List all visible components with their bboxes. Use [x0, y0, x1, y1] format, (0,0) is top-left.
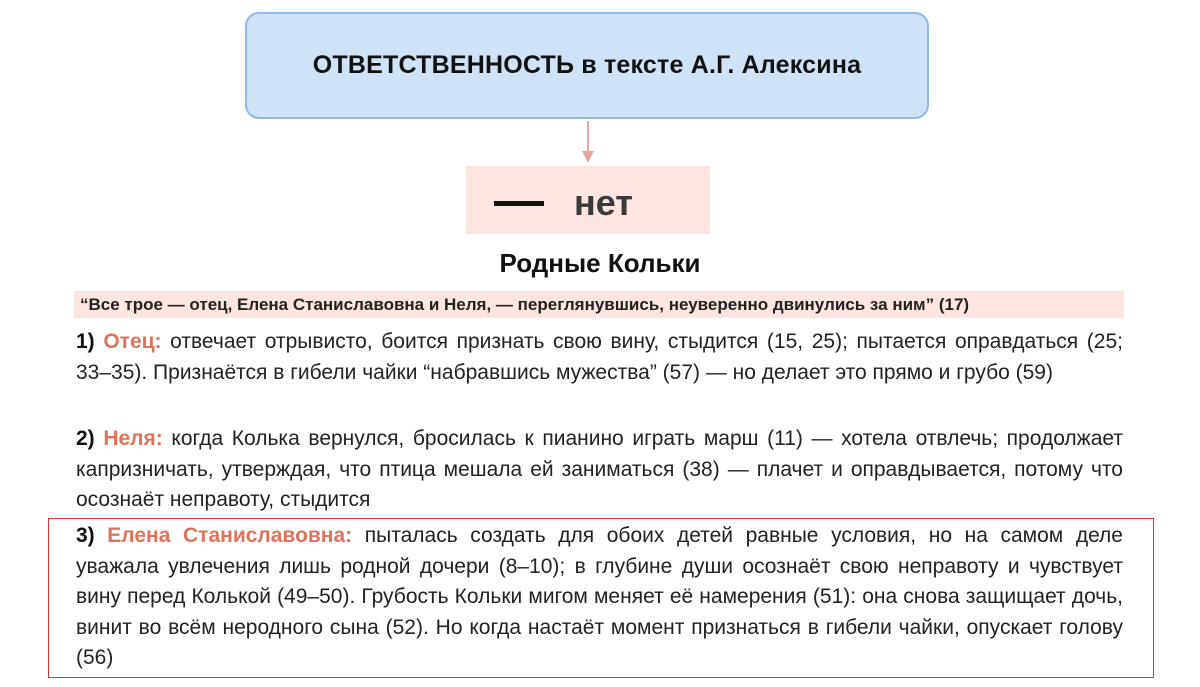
- item-number: 3): [76, 524, 95, 547]
- list-item-father: [76, 327, 1123, 388]
- item-number: 2): [76, 427, 95, 450]
- answer-box: [466, 166, 710, 234]
- item-name: Отец:: [103, 330, 162, 353]
- item-text: когда Колька вернулся, бросилась к пианино играть марш (11) — хотела отвлечь; продолжает капризничать, утверждая, что птица мешала ей заниматься (38) — плачет и оправдывается, потому что осознаёт неправоту, стыдится: [76, 427, 1123, 511]
- arrow-down-icon: [582, 151, 594, 163]
- quote-block: “Все трое — отец, Елена Станиславовна и Неля, — переглянувшись, неуверенно двинулись за ним” (17): [74, 291, 1124, 318]
- item-text: пыталась создать для обоих детей равные условия, но на самом деле уважала увлечения лишь родной дочери (8–10); в глубине души осознаёт свою неправоту и чувствует вину перед Колькой (49–50). Грубость Кольки мигом меняет её намерения (51): она снова защищает дочь, винит во всём неродного сына (52). Но когда настаёт момент признаться в гибели чайки, опускает голову (56): [76, 524, 1123, 669]
- answer-text: нет: [574, 182, 633, 223]
- item-number: 1): [76, 330, 95, 353]
- item-name: Неля:: [103, 427, 163, 450]
- item-name: Елена Станиславовна:: [107, 524, 353, 547]
- item-text: отвечает отрывисто, боится признать свою вину, стыдится (15, 25); пытается оправдаться (25; 33–35). Признаётся в гибели чайки “набравшись мужества” (57) — но делает это прямо и грубо (59): [76, 330, 1123, 384]
- section-heading: Родные Кольки: [499, 248, 701, 278]
- dash-mark: [494, 201, 544, 206]
- title-box: [245, 12, 929, 119]
- connector-arrow-line: [587, 121, 589, 154]
- list-item-elena: [76, 521, 1123, 674]
- list-item-nelya: [76, 424, 1123, 516]
- page-title: ОТВЕТСТВЕННОСТЬ в тексте А.Г. Алексина: [312, 51, 862, 79]
